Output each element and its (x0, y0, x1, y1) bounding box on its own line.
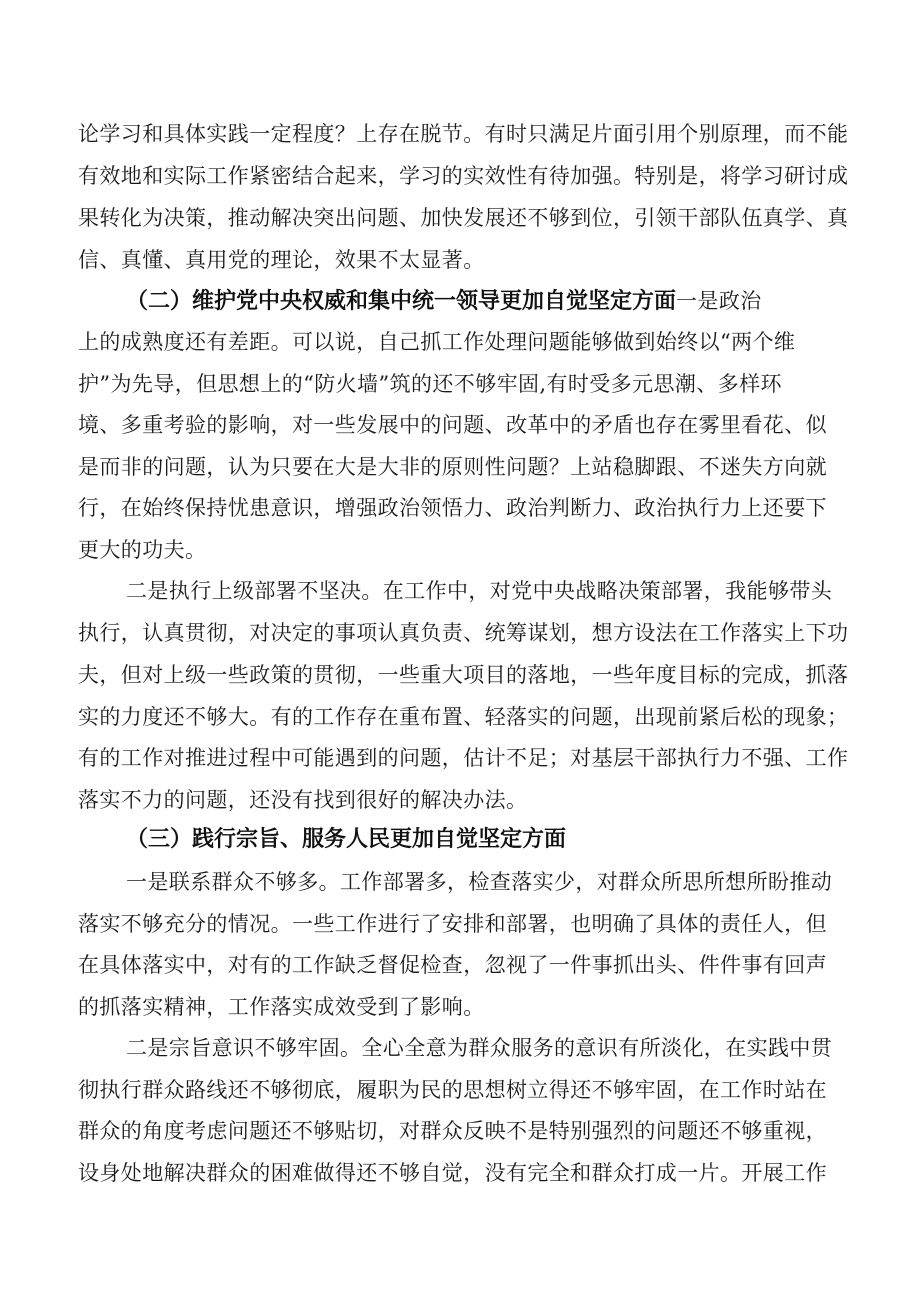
paragraph-line: 是而非的问题，认为只要在大是大非的原则性问题？上站稳脚跟、不迷失方向就 (78, 455, 827, 479)
paragraph-line: 落实不力的问题，还没有找到很好的解决办法。 (78, 788, 528, 812)
paragraph-line: 有的工作对推进过程中可能遇到的问题，估计不足；对基层干部执行力不强、工作 (78, 746, 849, 770)
section-heading-3: （三）践行宗旨、服务人民更加自觉坚定方面 (126, 827, 567, 852)
paragraph-line: 在具体落实中，对有的工作缺乏督促检查，忽视了一件事抓出头、件件事有回声 (78, 953, 827, 977)
paragraph-line: 的抓落实精神，工作落实成效受到了影响。 (78, 995, 485, 1019)
paragraph-line: 信、真懂、真用党的理论，效果不太显著。 (78, 248, 485, 272)
paragraph-line: 行，在始终保持忧患意识，增强政治领悟力、政治判断力、政治执行力上还要下 (78, 496, 827, 520)
paragraph-line: 境、多重考验的影响，对一些发展中的问题、改革中的矛盾也存在雾里看花、似 (78, 413, 827, 437)
paragraph-line: 彻执行群众路线还不够彻底，履职为民的思想树立得还不够牢固，在工作时站在 (78, 1078, 827, 1102)
paragraph-line: 群众的角度考虑问题还不够贴切，对群众反映不是特别强烈的问题还不够重视， (78, 1119, 827, 1143)
paragraph-line: 果转化为决策，推动解决突出问题、加快发展还不够到位，引领干部队伍真学、真 (78, 206, 849, 230)
paragraph-line: 护”为先导，但思想上的“防火墙”筑的还不够牢固,有时受多元思潮、多样环 (78, 372, 782, 396)
section-heading-2 (126, 287, 762, 316)
paragraph-line: 二是宗旨意识不够牢固。全心全意为群众服务的意识有所淡化，在实践中贯 (126, 1036, 833, 1060)
paragraph-line: 论学习和具体实践一定程度？上存在脱节。有时只满足片面引用个别原理，而不能 (78, 122, 849, 146)
paragraph-line: 上的成熟度还有差距。可以说，自己抓工作处理问题能够做到始终以“两个维 (78, 330, 796, 354)
paragraph-line: 二是执行上级部署不坚决。在工作中，对党中央战略决策部署，我能够带头 (126, 579, 833, 603)
paragraph-line: 更大的功夫。 (78, 538, 207, 562)
paragraph-line: 执行，认真贯彻，对决定的事项认真负责、统筹谋划，想方设法在工作落实上下功 (78, 621, 849, 645)
paragraph-line: 一是联系群众不够多。工作部署多，检查落实少，对群众所思所想所盼推动 (126, 870, 833, 894)
paragraph-line: 实的力度还不够大。有的工作存在重布置、轻落实的问题，出现前紧后松的现象； (78, 705, 849, 729)
paragraph-line: 设身处地解决群众的困难做得还不够自觉，没有完全和群众打成一片。开展工作 (78, 1161, 827, 1185)
section-heading-2-text: （二）维护党中央权威和集中统一领导更加自觉坚定方面 (126, 289, 677, 314)
paragraph-line: 夫，但对上级一些政策的贯彻，一些重大项目的落地，一些年度目标的完成，抓落 (78, 663, 849, 687)
heading-2-continuation: 一是政治 (676, 289, 762, 313)
paragraph-line: 落实不够充分的情况。一些工作进行了安排和部署，也明确了具体的责任人，但 (78, 912, 827, 936)
paragraph-line: 有效地和实际工作紧密结合起来，学习的实效性有待加强。特别是，将学习研讨成 (78, 164, 849, 188)
